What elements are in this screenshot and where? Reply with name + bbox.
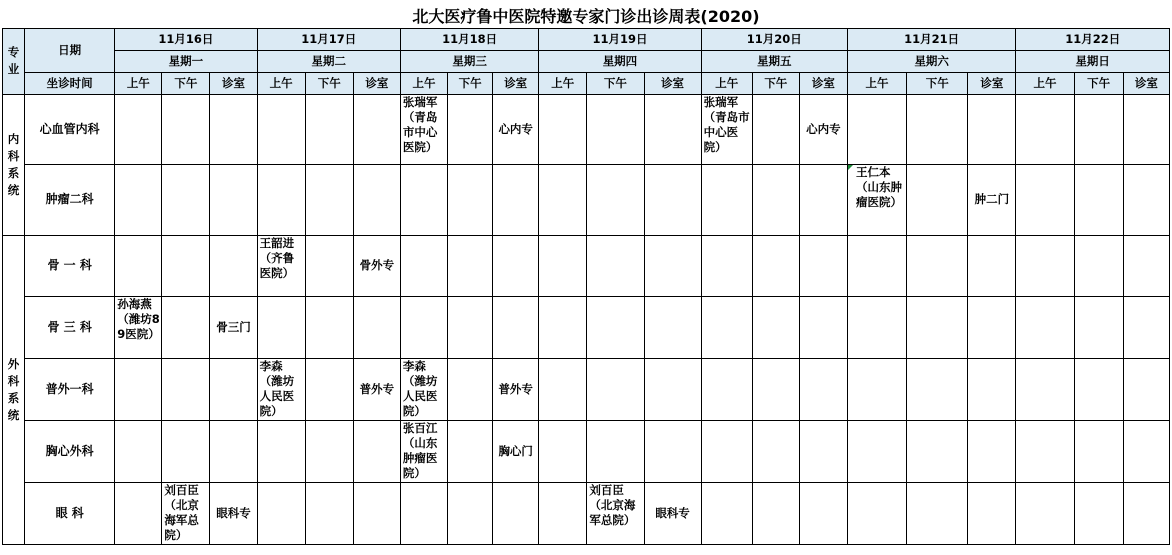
cell-r4-d3-am[interactable] bbox=[539, 358, 587, 420]
cell-r6-d4-am[interactable] bbox=[701, 482, 752, 544]
cell-r5-d4-am[interactable] bbox=[701, 420, 752, 482]
weekday-6[interactable] bbox=[1016, 50, 1170, 72]
slot-pm-1[interactable] bbox=[305, 72, 353, 94]
slot-room-5-text: 诊室 bbox=[980, 75, 1004, 90]
cell-r6-d5-room[interactable] bbox=[968, 482, 1016, 544]
department-5-text: 胸心外科 bbox=[45, 443, 94, 458]
weekday-2[interactable] bbox=[400, 50, 538, 72]
cell-r5-d6-room[interactable] bbox=[1123, 420, 1169, 482]
cell-r4-d1-am[interactable] bbox=[257, 358, 305, 420]
slot-pm-3[interactable] bbox=[587, 72, 644, 94]
cell-r0-d1-am[interactable] bbox=[257, 94, 305, 164]
cell-r5-d4-pm[interactable] bbox=[752, 420, 799, 482]
date-1-text: 11月17日 bbox=[301, 31, 357, 46]
cell-r0-d4-am[interactable] bbox=[701, 94, 752, 164]
cell-r2-d4-am[interactable] bbox=[701, 235, 752, 296]
cell-r0-d6-room[interactable] bbox=[1123, 94, 1169, 164]
cell-r2-d1-pm[interactable] bbox=[305, 235, 353, 296]
cell-r1-d1-pm[interactable] bbox=[305, 164, 353, 235]
cell-r5-d2-room[interactable] bbox=[493, 420, 539, 482]
slot-am-6[interactable] bbox=[1016, 72, 1074, 94]
cell-r3-d0-am[interactable] bbox=[115, 296, 162, 358]
slot-am-0-text: 上午 bbox=[126, 75, 150, 90]
cell-r0-d4-am-text: 张瑞军（青岛市中心医院） bbox=[703, 94, 750, 154]
system-surgical[interactable] bbox=[3, 235, 25, 544]
cell-r6-d0-pm[interactable] bbox=[162, 482, 210, 544]
slot-am-6-text: 上午 bbox=[1033, 75, 1057, 90]
cell-r0-d5-am[interactable] bbox=[847, 94, 906, 164]
cell-r0-d2-room[interactable] bbox=[493, 94, 539, 164]
slot-room-1-text: 诊室 bbox=[365, 75, 389, 90]
cell-r6-d1-am[interactable] bbox=[257, 482, 305, 544]
cell-r0-d4-room[interactable] bbox=[799, 94, 847, 164]
cell-r6-d3-pm-text: 刘百臣（北京海军总院） bbox=[589, 482, 636, 527]
cell-r1-d2-pm[interactable] bbox=[448, 164, 493, 235]
specialty-header[interactable] bbox=[3, 28, 25, 94]
slot-am-1-text: 上午 bbox=[269, 75, 293, 90]
slot-room-3[interactable] bbox=[644, 72, 701, 94]
cell-r0-d2-pm[interactable] bbox=[448, 94, 493, 164]
cell-r4-d4-am[interactable] bbox=[701, 358, 752, 420]
cell-r3-d4-room[interactable] bbox=[799, 296, 847, 358]
cell-r6-d0-room-text: 眼科专 bbox=[216, 505, 251, 520]
cell-r0-d6-pm[interactable] bbox=[1074, 94, 1123, 164]
department-3-text: 骨 三 科 bbox=[47, 319, 92, 334]
cell-r6-d6-room[interactable] bbox=[1123, 482, 1169, 544]
cell-r2-d5-pm[interactable] bbox=[907, 235, 968, 296]
cell-r3-d5-pm[interactable] bbox=[907, 296, 968, 358]
cell-r1-d5-pm[interactable] bbox=[907, 164, 968, 235]
date-5[interactable] bbox=[847, 28, 1015, 50]
slot-pm-5[interactable] bbox=[907, 72, 968, 94]
cell-r0-d5-pm[interactable] bbox=[907, 94, 968, 164]
cell-r2-d6-pm[interactable] bbox=[1074, 235, 1123, 296]
slot-room-6-text: 诊室 bbox=[1134, 75, 1158, 90]
cell-r5-d2-room-text: 胸心门 bbox=[498, 443, 533, 458]
cell-r1-d3-room[interactable] bbox=[644, 164, 701, 235]
slot-am-2[interactable] bbox=[400, 72, 447, 94]
slot-pm-4-text: 下午 bbox=[764, 75, 788, 90]
cell-r2-d2-pm[interactable] bbox=[448, 235, 493, 296]
specialty-header-text: 专业 bbox=[7, 45, 20, 76]
title-cell-text: 北大医疗鲁中医院特邀专家门诊出诊周表(2020) bbox=[412, 6, 760, 26]
cell-r5-d1-pm[interactable] bbox=[305, 420, 353, 482]
cell-r2-d1-am-text: 王韶进（齐鲁医院） bbox=[259, 235, 295, 280]
time-header[interactable] bbox=[25, 72, 115, 94]
cell-r0-d2-am-text: 张瑞军（青岛市中心医院） bbox=[402, 94, 438, 154]
cell-r0-d3-pm[interactable] bbox=[587, 94, 644, 164]
cell-r4-d0-pm[interactable] bbox=[162, 358, 210, 420]
cell-r4-d5-am[interactable] bbox=[847, 358, 906, 420]
cell-r6-d3-am[interactable] bbox=[539, 482, 587, 544]
cell-r1-d4-pm[interactable] bbox=[752, 164, 799, 235]
slot-room-4[interactable] bbox=[799, 72, 847, 94]
cell-r3-d3-am[interactable] bbox=[539, 296, 587, 358]
cell-r1-d4-am[interactable] bbox=[701, 164, 752, 235]
cell-r6-d6-am[interactable] bbox=[1016, 482, 1074, 544]
slot-am-3-text: 上午 bbox=[551, 75, 575, 90]
slot-pm-6-text: 下午 bbox=[1087, 75, 1111, 90]
cell-r0-d4-room-text: 心内专 bbox=[806, 121, 841, 136]
slot-room-5[interactable] bbox=[968, 72, 1016, 94]
cell-r3-d3-pm[interactable] bbox=[587, 296, 644, 358]
cell-r4-d6-room[interactable] bbox=[1123, 358, 1169, 420]
department-5[interactable] bbox=[25, 420, 115, 482]
cell-r2-d1-room[interactable] bbox=[353, 235, 400, 296]
weekday-3[interactable] bbox=[539, 50, 701, 72]
cell-r1-d0-room[interactable] bbox=[210, 164, 257, 235]
weekday-6-text: 星期日 bbox=[1075, 53, 1110, 68]
cell-r6-d5-am[interactable] bbox=[847, 482, 906, 544]
cell-r6-d2-room[interactable] bbox=[493, 482, 539, 544]
date-header-text: 日期 bbox=[58, 42, 82, 57]
weekday-2-text: 星期三 bbox=[452, 53, 487, 68]
slot-am-2-text: 上午 bbox=[412, 75, 436, 90]
cell-r6-d4-room[interactable] bbox=[799, 482, 847, 544]
cell-r5-d0-am[interactable] bbox=[115, 420, 162, 482]
department-1[interactable] bbox=[25, 164, 115, 235]
cell-r5-d2-am-text: 张百江（山东肿瘤医院） bbox=[402, 420, 438, 480]
cell-r4-d2-am[interactable] bbox=[400, 358, 447, 420]
slot-pm-1-text: 下午 bbox=[317, 75, 341, 90]
slot-am-4[interactable] bbox=[701, 72, 752, 94]
cell-r3-d3-room[interactable] bbox=[644, 296, 701, 358]
slot-pm-2-text: 下午 bbox=[458, 75, 482, 90]
cell-r1-d6-pm[interactable] bbox=[1074, 164, 1123, 235]
date-0-text: 11月16日 bbox=[158, 31, 214, 46]
title-cell[interactable] bbox=[3, 6, 1170, 28]
cell-r4-d3-pm[interactable] bbox=[587, 358, 644, 420]
department-4[interactable] bbox=[25, 358, 115, 420]
cell-r4-d3-room[interactable] bbox=[644, 358, 701, 420]
cell-r4-d4-room[interactable] bbox=[799, 358, 847, 420]
date-5-text: 11月21日 bbox=[904, 31, 960, 46]
slot-am-5-text: 上午 bbox=[865, 75, 889, 90]
cell-r3-d1-room[interactable] bbox=[353, 296, 400, 358]
cell-r3-d5-am[interactable] bbox=[847, 296, 906, 358]
time-header-text: 坐诊时间 bbox=[46, 75, 93, 90]
cell-r0-d0-room[interactable] bbox=[210, 94, 257, 164]
slot-am-0[interactable] bbox=[115, 72, 162, 94]
slot-pm-4[interactable] bbox=[752, 72, 799, 94]
system-surgical-text: 外科系统 bbox=[7, 356, 20, 422]
cell-r2-d0-room[interactable] bbox=[210, 235, 257, 296]
cell-r3-d2-pm[interactable] bbox=[448, 296, 493, 358]
comment-indicator-icon bbox=[848, 165, 853, 170]
slot-am-3[interactable] bbox=[539, 72, 587, 94]
cell-r2-d3-room[interactable] bbox=[644, 235, 701, 296]
weekday-4-text: 星期五 bbox=[757, 53, 792, 68]
date-4[interactable] bbox=[701, 28, 847, 50]
date-1[interactable] bbox=[257, 28, 400, 50]
cell-r5-d6-am[interactable] bbox=[1016, 420, 1074, 482]
weekday-5[interactable] bbox=[847, 50, 1015, 72]
date-header[interactable] bbox=[25, 28, 115, 72]
cell-r5-d3-room[interactable] bbox=[644, 420, 701, 482]
cell-r2-d1-room-text: 骨外专 bbox=[359, 258, 395, 272]
cell-r6-d0-pm-text: 刘百臣（北京海军总院） bbox=[164, 482, 199, 542]
cell-r0-d1-room[interactable] bbox=[353, 94, 400, 164]
cell-r3-d0-am-text: 孙海燕（潍坊89医院） bbox=[117, 296, 160, 341]
slot-room-1[interactable] bbox=[353, 72, 400, 94]
cell-r1-d4-room[interactable] bbox=[799, 164, 847, 235]
slot-room-0[interactable] bbox=[210, 72, 257, 94]
department-0[interactable] bbox=[25, 94, 115, 164]
cell-r3-d4-am[interactable] bbox=[701, 296, 752, 358]
cell-r2-d1-am[interactable] bbox=[257, 235, 305, 296]
cell-r0-d2-room-text: 心内专 bbox=[498, 121, 533, 136]
cell-r4-d1-am-text: 李森（潍坊人民医院） bbox=[259, 358, 295, 418]
cell-r0-d3-am[interactable] bbox=[539, 94, 587, 164]
cell-r1-d1-room[interactable] bbox=[353, 164, 400, 235]
cell-r1-d3-am[interactable] bbox=[539, 164, 587, 235]
weekday-4[interactable] bbox=[701, 50, 847, 72]
cell-r0-d1-pm[interactable] bbox=[305, 94, 353, 164]
cell-r4-d1-pm[interactable] bbox=[305, 358, 353, 420]
cell-r6-d4-pm[interactable] bbox=[752, 482, 799, 544]
department-6[interactable] bbox=[25, 482, 115, 544]
date-2-text: 11月18日 bbox=[442, 31, 498, 46]
cell-r6-d1-room[interactable] bbox=[353, 482, 400, 544]
cell-r3-d6-room[interactable] bbox=[1123, 296, 1169, 358]
date-6-text: 11月22日 bbox=[1065, 31, 1121, 46]
cell-r5-d3-pm[interactable] bbox=[587, 420, 644, 482]
cell-r5-d2-pm[interactable] bbox=[448, 420, 493, 482]
department-2[interactable] bbox=[25, 235, 115, 296]
cell-r2-d6-room[interactable] bbox=[1123, 235, 1169, 296]
cell-r0-d5-room[interactable] bbox=[968, 94, 1016, 164]
cell-r3-d1-pm[interactable] bbox=[305, 296, 353, 358]
cell-r2-d4-pm[interactable] bbox=[752, 235, 799, 296]
weekday-1-text: 星期二 bbox=[311, 53, 346, 68]
date-6[interactable] bbox=[1016, 28, 1170, 50]
cell-r1-d2-room[interactable] bbox=[493, 164, 539, 235]
cell-r1-d0-pm[interactable] bbox=[162, 164, 210, 235]
weekday-0[interactable] bbox=[115, 50, 257, 72]
weekday-0-text: 星期一 bbox=[168, 53, 204, 68]
cell-r1-d5-am-text: 王仁本（山东肿瘤医院） bbox=[855, 164, 902, 209]
date-2[interactable] bbox=[400, 28, 538, 50]
department-3[interactable] bbox=[25, 296, 115, 358]
cell-r0-d3-room[interactable] bbox=[644, 94, 701, 164]
cell-r2-d6-am[interactable] bbox=[1016, 235, 1074, 296]
cell-r5-d2-am[interactable] bbox=[400, 420, 447, 482]
cell-r2-d4-room[interactable] bbox=[799, 235, 847, 296]
slot-room-4-text: 诊室 bbox=[811, 75, 835, 90]
cell-r6-d3-room-text: 眼科专 bbox=[655, 505, 690, 520]
cell-r1-d5-room[interactable] bbox=[968, 164, 1016, 235]
slot-room-0-text: 诊室 bbox=[222, 75, 246, 90]
cell-r4-d6-am[interactable] bbox=[1016, 358, 1074, 420]
cell-r2-d2-am[interactable] bbox=[400, 235, 447, 296]
cell-r3-d2-room[interactable] bbox=[493, 296, 539, 358]
cell-r4-d1-room-text: 普外专 bbox=[359, 381, 395, 396]
cell-r6-d2-am[interactable] bbox=[400, 482, 447, 544]
date-0[interactable] bbox=[115, 28, 257, 50]
cell-r1-d5-room-text: 肿二门 bbox=[974, 192, 1010, 206]
cell-r1-d5-am[interactable] bbox=[847, 164, 906, 235]
department-4-text: 普外一科 bbox=[45, 381, 94, 396]
cell-r4-d5-room[interactable] bbox=[968, 358, 1016, 420]
cell-r0-d6-am[interactable] bbox=[1016, 94, 1074, 164]
cell-r6-d3-pm[interactable] bbox=[587, 482, 644, 544]
cell-r3-d2-am[interactable] bbox=[400, 296, 447, 358]
slot-pm-0-text: 下午 bbox=[174, 75, 198, 90]
slot-am-5[interactable] bbox=[847, 72, 906, 94]
department-2-text: 骨 一 科 bbox=[47, 258, 92, 272]
department-0-text: 心血管内科 bbox=[39, 121, 100, 136]
cell-r3-d6-pm[interactable] bbox=[1074, 296, 1123, 358]
cell-r4-d6-pm[interactable] bbox=[1074, 358, 1123, 420]
date-4-text: 11月20日 bbox=[746, 31, 802, 46]
cell-r0-d0-pm[interactable] bbox=[162, 94, 210, 164]
slot-room-2-text: 诊室 bbox=[504, 75, 528, 90]
cell-r3-d0-room[interactable] bbox=[210, 296, 257, 358]
slot-am-1[interactable] bbox=[257, 72, 305, 94]
cell-r4-d2-room[interactable] bbox=[493, 358, 539, 420]
department-6-text: 眼 科 bbox=[55, 505, 84, 520]
cell-r2-d0-pm[interactable] bbox=[162, 235, 210, 296]
cell-r0-d2-am[interactable] bbox=[400, 94, 447, 164]
cell-r6-d5-pm[interactable] bbox=[907, 482, 968, 544]
weekday-5-text: 星期六 bbox=[914, 53, 949, 68]
cell-r4-d5-pm[interactable] bbox=[907, 358, 968, 420]
cell-r1-d3-pm[interactable] bbox=[587, 164, 644, 235]
cell-r6-d6-pm[interactable] bbox=[1074, 482, 1123, 544]
cell-r5-d1-room[interactable] bbox=[353, 420, 400, 482]
cell-r1-d2-am[interactable] bbox=[400, 164, 447, 235]
weekday-3-text: 星期四 bbox=[602, 53, 638, 68]
cell-r2-d5-am[interactable] bbox=[847, 235, 906, 296]
cell-r1-d1-am[interactable] bbox=[257, 164, 305, 235]
cell-r5-d5-pm[interactable] bbox=[907, 420, 968, 482]
cell-r1-d6-room[interactable] bbox=[1123, 164, 1169, 235]
slot-pm-5-text: 下午 bbox=[925, 75, 949, 90]
slot-pm-2[interactable] bbox=[448, 72, 493, 94]
cell-r2-d2-room[interactable] bbox=[493, 235, 539, 296]
slot-pm-3-text: 下午 bbox=[603, 75, 627, 90]
cell-r2-d0-am[interactable] bbox=[115, 235, 162, 296]
cell-r2-d3-am[interactable] bbox=[539, 235, 587, 296]
cell-r4-d2-am-text: 李森（潍坊人民医院） bbox=[402, 358, 438, 418]
cell-r6-d1-pm[interactable] bbox=[305, 482, 353, 544]
slot-pm-6[interactable] bbox=[1074, 72, 1123, 94]
cell-r3-d1-am[interactable] bbox=[257, 296, 305, 358]
cell-r3-d4-pm[interactable] bbox=[752, 296, 799, 358]
cell-r6-d3-room[interactable] bbox=[644, 482, 701, 544]
cell-r5-d5-room[interactable] bbox=[968, 420, 1016, 482]
department-1-text: 肿瘤二科 bbox=[45, 192, 94, 206]
cell-r6-d2-pm[interactable] bbox=[448, 482, 493, 544]
cell-r5-d6-pm[interactable] bbox=[1074, 420, 1123, 482]
cell-r5-d4-room[interactable] bbox=[799, 420, 847, 482]
cell-r0-d4-pm[interactable] bbox=[752, 94, 799, 164]
slot-room-3-text: 诊室 bbox=[661, 75, 685, 90]
cell-r5-d0-pm[interactable] bbox=[162, 420, 210, 482]
cell-r6-d0-am[interactable] bbox=[115, 482, 162, 544]
cell-r1-d0-am[interactable] bbox=[115, 164, 162, 235]
cell-r5-d1-am[interactable] bbox=[257, 420, 305, 482]
system-internal-text: 内科系统 bbox=[7, 131, 20, 197]
cell-r0-d0-am[interactable] bbox=[115, 94, 162, 164]
date-3-text: 11月19日 bbox=[592, 31, 648, 46]
cell-r3-d0-pm[interactable] bbox=[162, 296, 210, 358]
cell-r4-d1-room[interactable] bbox=[353, 358, 400, 420]
cell-r2-d3-pm[interactable] bbox=[587, 235, 644, 296]
cell-r4-d0-room[interactable] bbox=[210, 358, 257, 420]
cell-r4-d2-room-text: 普外专 bbox=[498, 381, 533, 396]
cell-r4-d0-am[interactable] bbox=[115, 358, 162, 420]
cell-r2-d5-room[interactable] bbox=[968, 235, 1016, 296]
slot-am-4-text: 上午 bbox=[715, 75, 739, 90]
cell-r3-d0-room-text: 骨三门 bbox=[216, 319, 251, 334]
system-internal[interactable] bbox=[3, 94, 25, 235]
date-3[interactable] bbox=[539, 28, 701, 50]
cell-r5-d5-am[interactable] bbox=[847, 420, 906, 482]
weekday-1[interactable] bbox=[257, 50, 400, 72]
cell-r3-d6-am[interactable] bbox=[1016, 296, 1074, 358]
slot-room-2[interactable] bbox=[493, 72, 539, 94]
schedule-table bbox=[2, 6, 1170, 545]
cell-r4-d2-pm[interactable] bbox=[448, 358, 493, 420]
cell-r4-d4-pm[interactable] bbox=[752, 358, 799, 420]
slot-pm-0[interactable] bbox=[162, 72, 210, 94]
cell-r3-d5-room[interactable] bbox=[968, 296, 1016, 358]
cell-r1-d6-am[interactable] bbox=[1016, 164, 1074, 235]
cell-r5-d3-am[interactable] bbox=[539, 420, 587, 482]
cell-r5-d0-room[interactable] bbox=[210, 420, 257, 482]
cell-r6-d0-room[interactable] bbox=[210, 482, 257, 544]
slot-room-6[interactable] bbox=[1123, 72, 1169, 94]
